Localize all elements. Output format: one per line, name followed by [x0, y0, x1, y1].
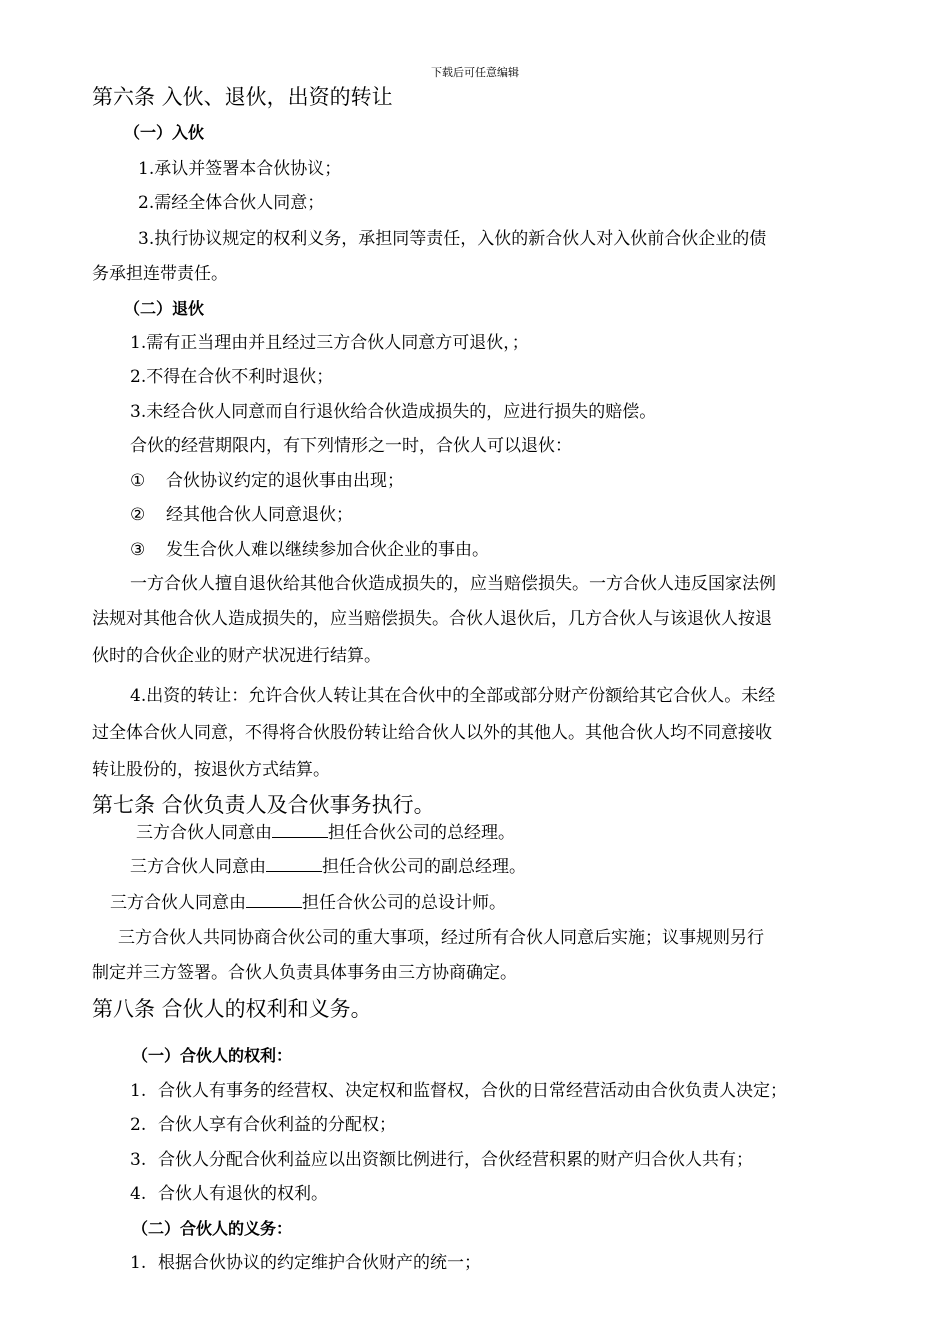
blank-field[interactable] [272, 820, 328, 838]
withdraw-paragraph-line: 法规对其他合伙人造成损失的，应当赔偿损失。合伙人退伙后，几方合伙人与该退伙人按退 [92, 609, 772, 629]
circled-marker: ③ [130, 540, 146, 560]
blank-field[interactable] [246, 890, 302, 908]
article-6-title: 第六条 入伙、退伙，出资的转让 [92, 85, 393, 109]
join-item: 3.执行协议规定的权利义务，承担同等责任，入伙的新合伙人对入伙前合伙企业的债 [138, 229, 767, 249]
circled-marker: ① [130, 471, 146, 491]
rights-item: 合伙人有退伙的权利。 [158, 1184, 328, 1204]
withdraw-paragraph-line: 伙时的合伙企业的财产状况进行结算。 [92, 646, 381, 666]
appointment-prefix: 三方合伙人同意由 [110, 893, 246, 913]
page-header: 下载后可任意编辑 [431, 66, 519, 79]
article-7-paragraph-line: 三方合伙人共同协商合伙公司的重大事项，经过所有合伙人同意后实施；议事规则另行 [118, 928, 764, 948]
duties-item-number: 1. [130, 1253, 147, 1273]
duties-item: 根据合伙协议的约定维护合伙财产的统一； [158, 1253, 481, 1273]
rights-item-number: 2. [130, 1115, 147, 1135]
article-8-title: 第八条 合伙人的权利和义务。 [92, 997, 372, 1021]
appointment-line [110, 890, 506, 914]
rights-item: 合伙人有事务的经营权、决定权和监督权，合伙的日常经营活动由合伙负责人决定； [158, 1081, 787, 1101]
section-duties-heading: （二）合伙人的义务： [132, 1219, 293, 1238]
withdraw-item: 1.需有正当理由并且经过三方合伙人同意方可退伙，； [130, 333, 529, 353]
withdraw-paragraph-line: 一方合伙人擅自退伙给其他合伙造成损失的，应当赔偿损失。一方合伙人违反国家法例 [130, 574, 776, 594]
circled-item: 合伙协议约定的退伙事由出现； [166, 471, 404, 491]
article-7-title: 第七条 合伙负责人及合伙事务执行。 [92, 793, 435, 817]
section-join-heading: （一）入伙 [124, 123, 205, 142]
withdraw-item: 2.不得在合伙不利时退伙； [130, 367, 334, 387]
appointment-line [130, 854, 526, 878]
section-rights-heading: （一）合伙人的权利： [132, 1046, 293, 1065]
blank-field[interactable] [266, 854, 322, 872]
rights-item-number: 3. [130, 1150, 147, 1170]
transfer-paragraph-line: 过全体合伙人同意，不得将合伙股份转让给合伙人以外的其他人。其他合伙人均不同意接收 [92, 723, 772, 743]
circled-item: 发生合伙人难以继续参加合伙企业的事由。 [166, 540, 489, 560]
withdraw-intro: 合伙的经营期限内，有下列情形之一时，合伙人可以退伙： [130, 436, 572, 456]
appointment-line [136, 820, 515, 844]
withdraw-item: 3.未经合伙人同意而自行退伙给合伙造成损失的，应进行损失的赔偿。 [130, 402, 657, 422]
rights-item: 合伙人分配合伙利益应以出资额比例进行，合伙经营积累的财产归合伙人共有； [158, 1150, 753, 1170]
rights-item-number: 1. [130, 1081, 147, 1101]
rights-item-number: 4. [130, 1184, 147, 1204]
circled-marker: ② [130, 505, 146, 525]
appointment-prefix: 三方合伙人同意由 [136, 823, 272, 843]
section-withdraw-heading: （二）退伙 [124, 299, 205, 318]
join-item: 务承担连带责任。 [92, 264, 228, 284]
appointment-suffix: 担任合伙公司的总设计师。 [302, 893, 506, 913]
appointment-suffix: 担任合伙公司的副总经理。 [322, 857, 526, 877]
join-item: 1.承认并签署本合伙协议； [138, 159, 342, 179]
appointment-suffix: 担任合伙公司的总经理。 [328, 823, 515, 843]
article-7-paragraph-line: 制定并三方签署。合伙人负责具体事务由三方协商确定。 [92, 963, 517, 983]
transfer-paragraph-line: 转让股份的，按退伙方式结算。 [92, 760, 330, 780]
join-item: 2.需经全体合伙人同意； [138, 193, 325, 213]
circled-item: 经其他合伙人同意退伙； [166, 505, 353, 525]
rights-item: 合伙人享有合伙利益的分配权； [158, 1115, 396, 1135]
transfer-paragraph-line: 4.出资的转让：允许合伙人转让其在合伙中的全部或部分财产份额给其它合伙人。未经 [130, 686, 776, 706]
appointment-prefix: 三方合伙人同意由 [130, 857, 266, 877]
